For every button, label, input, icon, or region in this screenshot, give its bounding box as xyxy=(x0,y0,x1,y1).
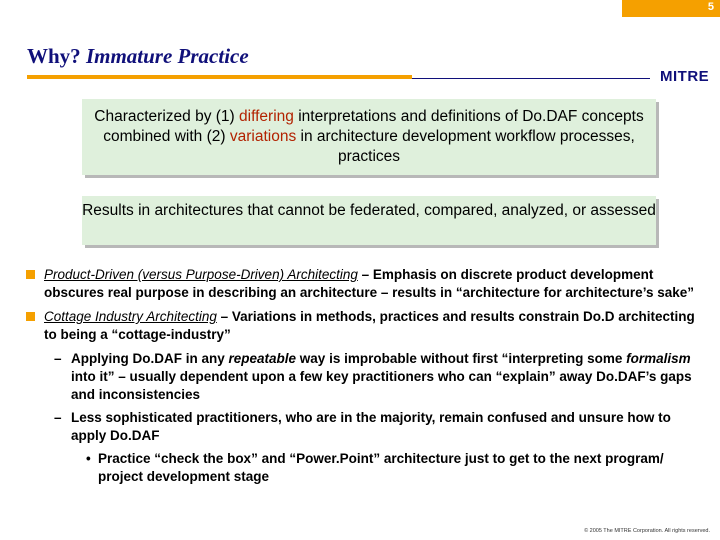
dot-bullet-icon: • xyxy=(86,451,91,466)
dash-bullet-icon: – xyxy=(54,410,62,425)
bullet-cottage-industry xyxy=(26,308,706,344)
sub1-text-b: way is improbable without first “interpreting some xyxy=(296,351,627,366)
bullet2-heading: Cottage Industry Architecting xyxy=(44,309,217,324)
bullet1-heading: Product-Driven (versus Purpose-Driven) Architecting xyxy=(44,267,358,282)
bullet1-text: – Emphasis on discrete product development obscures real purpose in describing an architecture – results in “architecture for architecture’s sake” xyxy=(44,267,694,300)
sub-sub-bullet-check-box xyxy=(26,450,706,486)
sub-bullet-repeatable xyxy=(26,350,706,404)
title-part1: Why? xyxy=(27,44,81,68)
title-underline-orange xyxy=(27,75,412,79)
box2-text: Results in architectures that cannot be federated, compared, analyzed, or assessed xyxy=(82,202,656,219)
copyright-footer: © 2005 The MITRE Corporation. All rights reserved. xyxy=(584,528,710,534)
mitre-logo: MITRE xyxy=(660,68,710,85)
box1-text-2: interpretations and definitions of Do.DAF concepts combined with (2) xyxy=(103,108,644,145)
square-bullet-icon xyxy=(26,312,35,321)
summary-box xyxy=(82,99,656,175)
slide-title xyxy=(27,44,249,69)
subsub1-text: Practice “check the box” and “Power.Point” architecture just to get to the next program/ project development stage xyxy=(98,451,664,484)
page-number: 5 xyxy=(707,1,714,13)
square-bullet-icon xyxy=(26,270,35,279)
sub1-italic-2: formalism xyxy=(626,351,691,366)
box1-text-1: Characterized by (1) xyxy=(94,108,240,125)
page-number-box xyxy=(622,0,720,17)
box1-highlight-1: differing xyxy=(239,108,294,125)
sub-bullet-practitioners xyxy=(26,409,706,445)
box1-text-3: in architecture development workflow processes, practices xyxy=(296,128,635,165)
bullet2-text: – Variations in methods, practices and results constrain Do.D architecting to being a “cottage-industry” xyxy=(44,309,695,342)
title-part2: Immature Practice xyxy=(85,44,249,68)
title-underline-blue xyxy=(412,78,650,79)
bullet-product-driven xyxy=(26,266,706,302)
sub1-text-a: Applying Do.DAF in any xyxy=(71,351,229,366)
sub1-italic-1: repeatable xyxy=(228,351,297,366)
sub2-text: Less sophisticated practitioners, who are in the majority, remain confused and unsure how to apply Do.DAF xyxy=(71,410,671,443)
dash-bullet-icon: – xyxy=(54,351,62,366)
box1-highlight-2: variations xyxy=(229,128,297,145)
bullet-list xyxy=(26,266,706,486)
result-box xyxy=(82,196,656,245)
sub1-text-c: into it” – usually dependent upon a few key practitioners who can “explain” away Do.DAF’s gaps and inconsistencies xyxy=(71,369,692,402)
